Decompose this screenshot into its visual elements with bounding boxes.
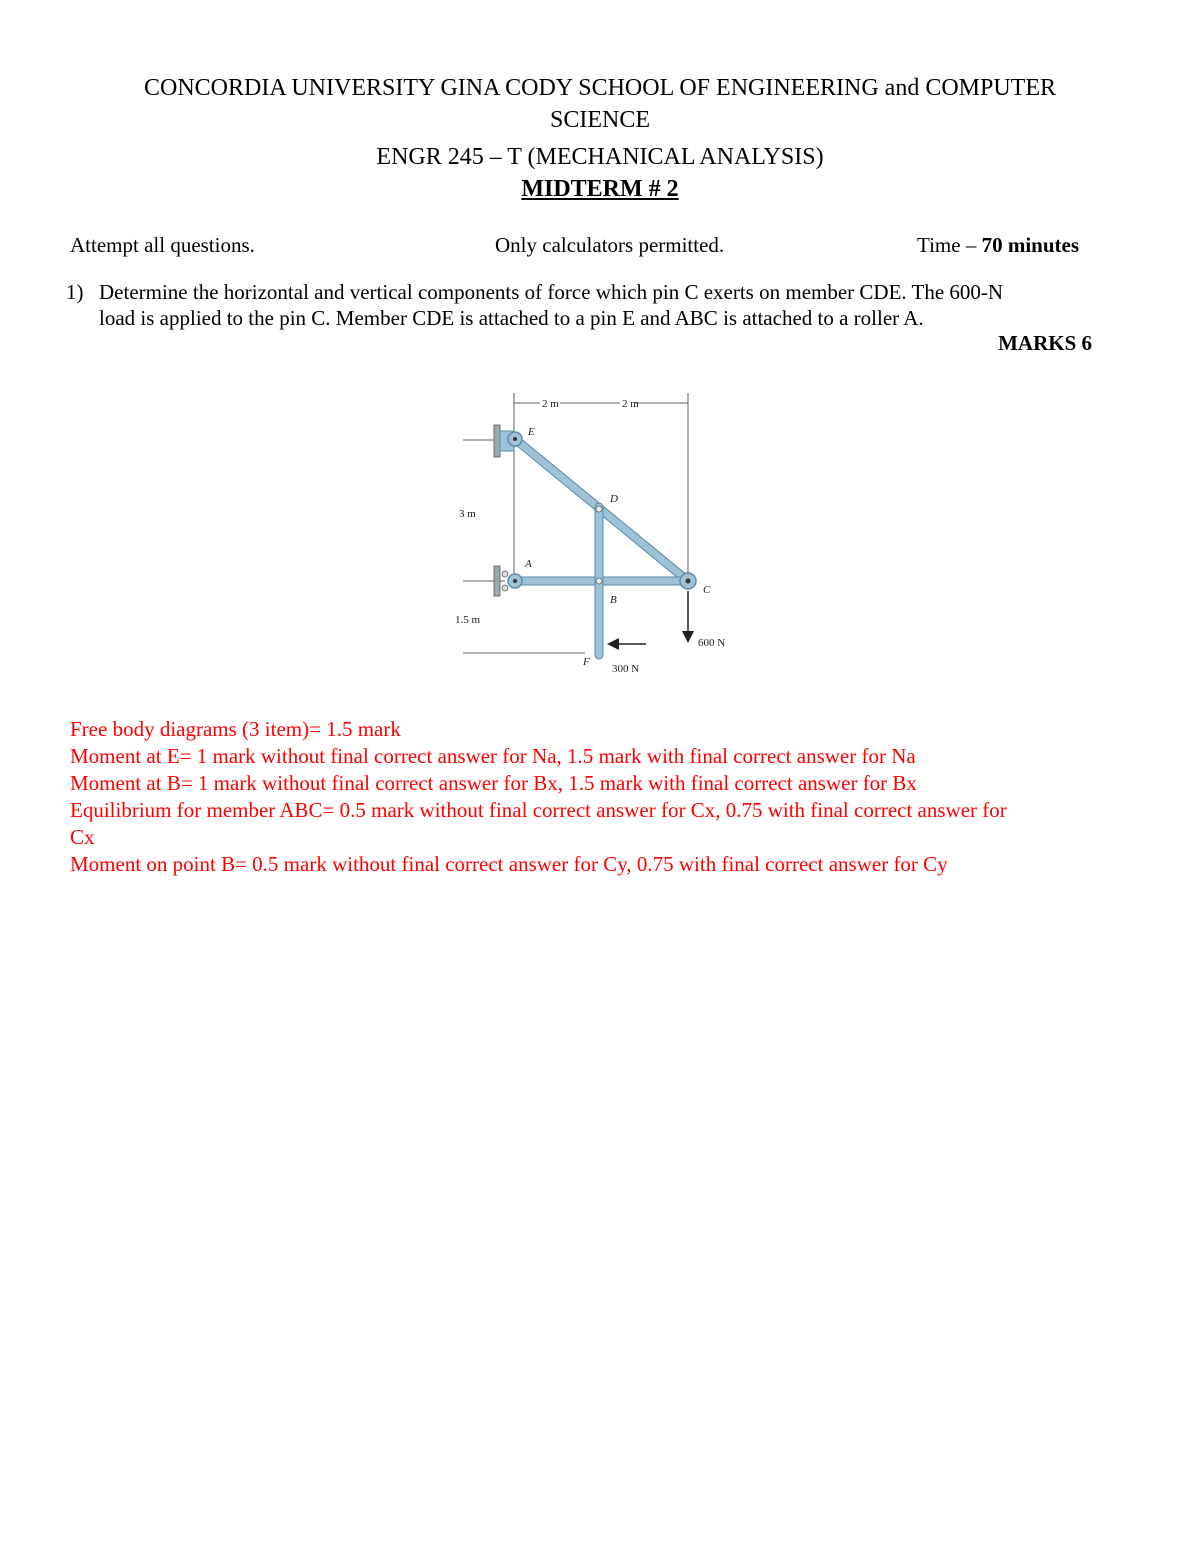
label-D: D [610,493,618,505]
label-F: F [583,656,590,668]
label-B: B [610,594,617,606]
label-E: E [528,426,535,438]
university-header: CONCORDIA UNIVERSITY GINA CODY SCHOOL OF ENGINEERING and COMPUTER [144,75,1056,101]
rubric-line: Moment at E= 1 mark without final correct answer for Na, 1.5 mark with final correct answer for Na [70,744,916,768]
course-title: ENGR 245 – T (MECHANICAL ANALYSIS) [376,144,824,170]
question-text-line2: load is applied to the pin C. Member CDE is attached to a pin E and ABC is attached to a roller A. [99,306,924,330]
time-value: 70 minutes [981,233,1080,257]
members [510,439,688,655]
question-marks: MARKS 6 [998,331,1092,355]
label-C: C [703,584,711,596]
exam-title: MIDTERM # 2 [521,176,679,202]
university-header-continued: SCIENCE [549,107,650,133]
dim-top-right: 2 m [622,398,639,410]
rubric-line: Equilibrium for member ABC= 0.5 mark without final correct answer for Cx, 0.75 with final correct answer for [70,798,1007,822]
rubric-line: Moment on point B= 0.5 mark without final correct answer for Cy, 0.75 with final correct answer for Cy [70,852,948,876]
load-C-label: 600 N [698,637,726,649]
dim-left-upper: 3 m [459,508,476,520]
label-A: A [525,558,532,570]
dim-left-lower: 1.5 m [455,614,481,626]
instruction-attempt: Attempt all questions. [70,233,255,257]
rubric-line: Moment at B= 1 mark without final correct answer for Bx, 1.5 mark with final correct answer for Bx [70,771,917,795]
dim-top-left: 2 m [542,398,559,410]
instruction-time [917,230,1079,260]
time-prefix: Time – [917,233,982,257]
question-text-line1: Determine the horizontal and vertical components of force which pin C exerts on member CDE. The 600-N [99,280,1004,304]
load-F-label: 300 N [612,663,640,675]
frame-diagram [450,385,750,680]
load-arrows [610,591,688,644]
instruction-calculators: Only calculators permitted. [495,233,725,257]
question-number: 1) [66,280,84,304]
rubric-line: Cx [70,825,95,849]
rubric-line: Free body diagrams (3 item)= 1.5 mark [70,717,401,741]
